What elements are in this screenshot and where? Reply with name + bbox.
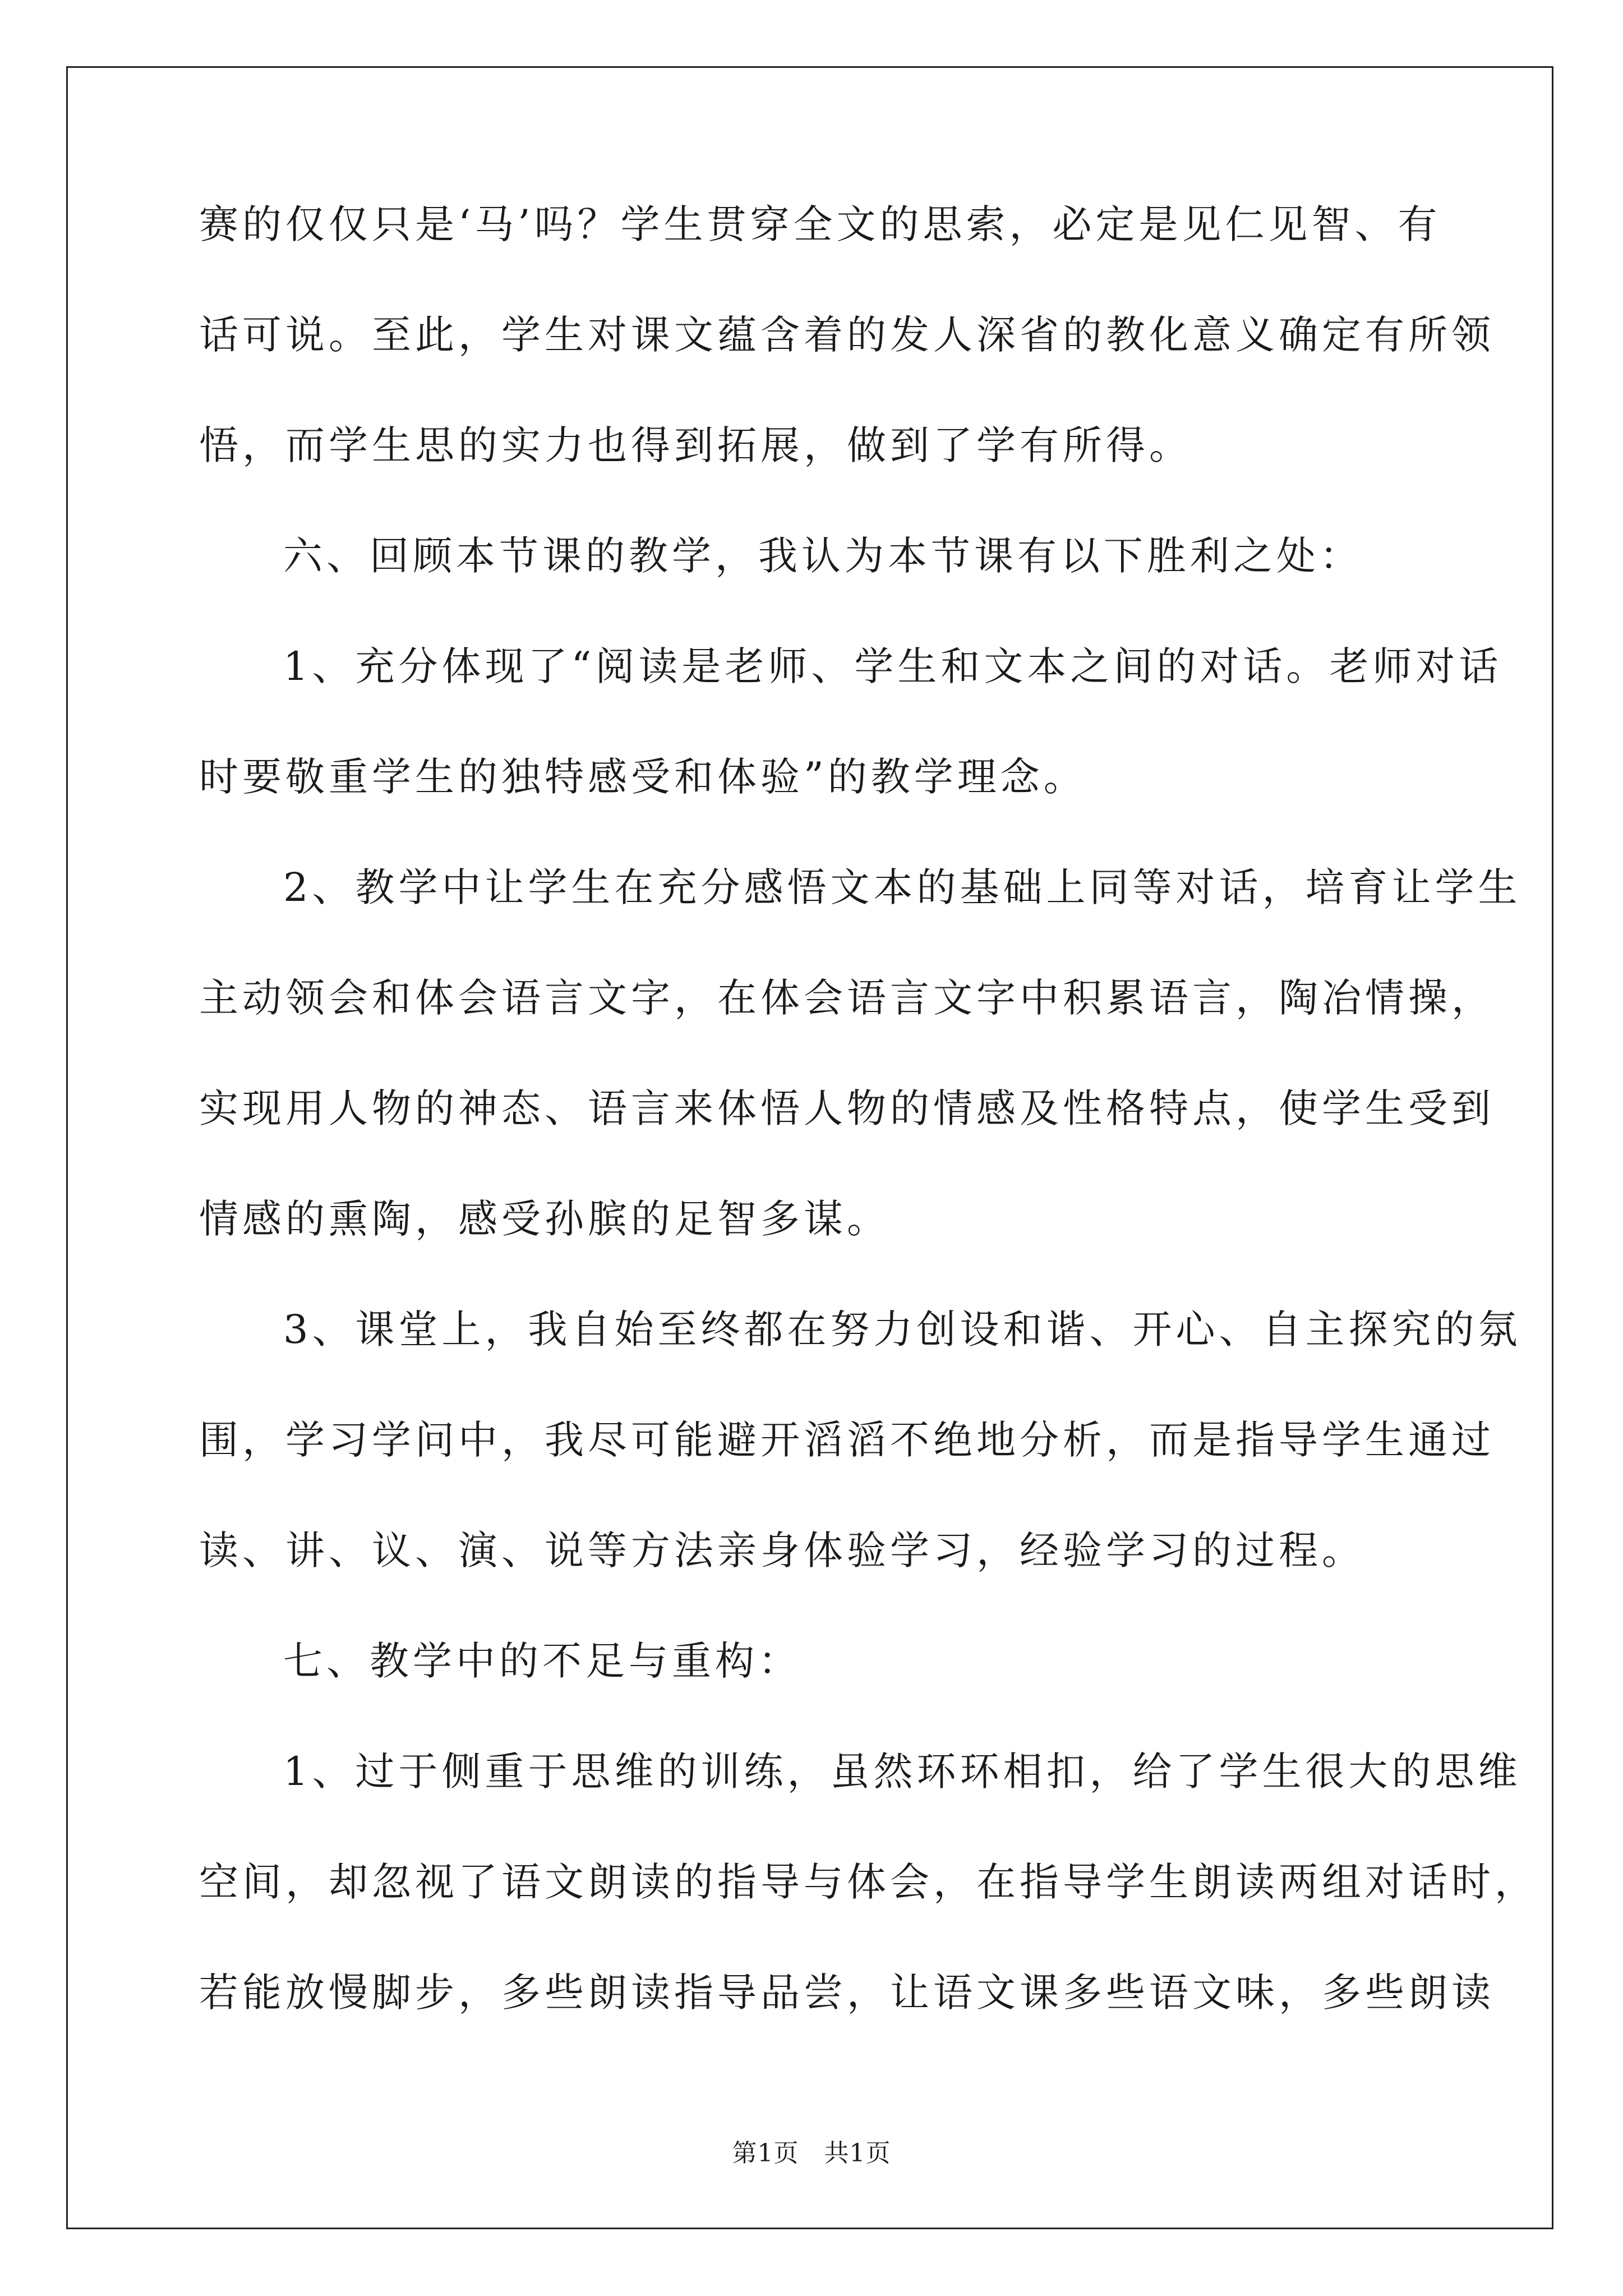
text-line: 若能放慢脚步，多些朗读指导品尝，让语文课多些语文味，多些朗读: [199, 1970, 1495, 2016]
text-line: 读、讲、议、演、说等方法亲身体验学习，经验学习的过程。: [199, 1527, 1365, 1573]
text-line: 1、过于侧重于思维的训练，虽然环环相扣，给了学生很大的思维: [283, 1749, 1521, 1795]
text-line: 赛的仅仅只是‘马’吗？学生贯穿全文的思索，必定是见仁见智、有: [199, 201, 1441, 247]
text-line: 2、教学中让学生在充分感悟文本的基础上同等对话，培育让学生: [283, 864, 1521, 910]
text-line: 1、充分体现了“阅读是老师、学生和文本之间的对话。老师对话: [283, 643, 1502, 689]
text-line: 悟，而学生思的实力也得到拓展，做到了学有所得。: [199, 422, 1192, 468]
text-line: 主动领会和体会语言文字，在体会语言文字中积累语言，陶冶情操，: [199, 975, 1495, 1021]
text-line: 话可说。至此，学生对课文蕴含着的发人深省的教化意义确定有所领: [199, 312, 1495, 358]
text-line: 围，学习学问中，我尽可能避开滔滔不绝地分析，而是指导学生通过: [199, 1417, 1495, 1463]
text-line: 3、课堂上，我自始至终都在努力创设和谐、开心、自主探究的氛: [283, 1306, 1521, 1352]
text-line: 空间，却忽视了语文朗读的指导与体会，在指导学生朗读两组对话时，: [199, 1859, 1538, 1905]
text-line: 时要敬重学生的独特感受和体验”的教学理念。: [199, 754, 1087, 800]
text-line: 情感的熏陶，感受孙膑的足智多谋。: [199, 1196, 890, 1242]
page-footer: 第1页 共1页: [732, 2139, 891, 2168]
section-heading: 六、回顾本节课的教学，我认为本节课有以下胜利之处：: [283, 533, 1363, 579]
section-heading: 七、教学中的不足与重构：: [283, 1638, 801, 1684]
text-line: 实现用人物的神态、语言来体悟人物的情感及性格特点，使学生受到: [199, 1085, 1495, 1131]
